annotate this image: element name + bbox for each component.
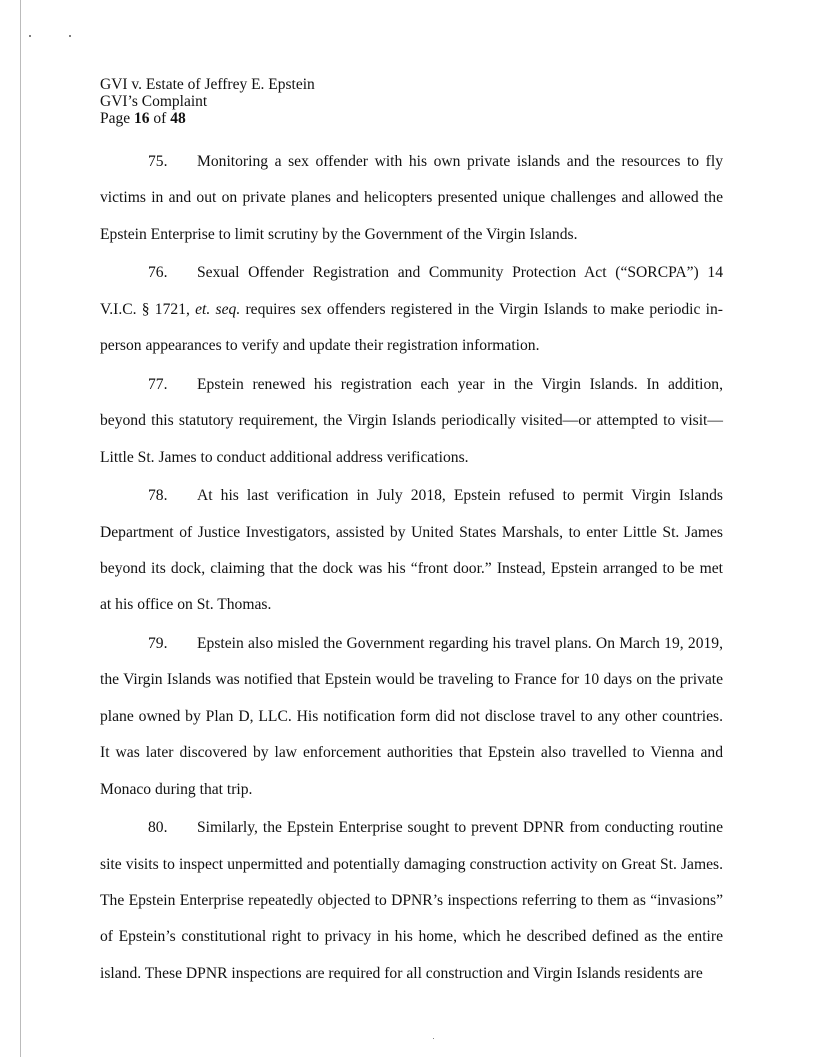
text-run: Similarly, the Epstein Enterprise sought to prevent DPNR from conducting routine [197,819,723,837]
paragraph-line [100,819,723,837]
paragraph-line [100,487,723,505]
paragraph-line [100,524,723,542]
paragraph-line [100,965,723,983]
text-run: Monaco during that trip. [100,780,253,798]
text-run: plane owned by Plan D, LLC. His notification form did not disclose travel to any other countries. [100,707,723,725]
paragraph-text [197,153,723,171]
paragraph-number: 76. [148,264,168,282]
paragraph-line [100,189,723,207]
paragraph-line [100,928,723,946]
page-current: 16 [134,110,150,127]
paragraph-number: 77. [148,375,168,393]
paragraph-line [100,226,723,244]
paragraph-line [100,560,723,578]
paragraph-line [100,153,723,171]
paragraph-text [197,264,723,282]
scan-edge-line [20,0,21,1057]
text-run: Sexual Offender Registration and Community Protection Act (“SORCPA”) 14 [197,264,723,282]
paragraph-line [100,596,723,614]
text-run: Epstein also misled the Government regarding his travel plans. On March 19, 2019, [197,635,723,652]
text-run: requires sex offenders registered in the Virgin Islands to make periodic in- [240,300,723,318]
paragraph-number: 78. [148,487,168,505]
text-run: Monitoring a sex offender with his own private islands and the resources to fly [197,153,723,170]
italic-citation: et. seq. [195,300,241,318]
page-of: of [153,110,167,127]
text-run: site visits to inspect unpermitted and potentially damaging construction activity on Great St. James. [100,855,723,873]
text-run: Epstein Enterprise to limit scrutiny by the Government of the Virgin Islands. [100,225,578,243]
document-header [100,76,315,127]
case-title: GVI v. Estate of Jeffrey E. Epstein [100,76,315,93]
text-run: It was later discovered by law enforcement authorities that Epstein also travelled to Vienna and [100,744,723,762]
paragraph-number: 80. [148,819,168,837]
text-run: of Epstein’s constitutional right to privacy in his home, which he described defined as the entire [100,928,723,946]
text-run: beyond this statutory requirement, the Virgin Islands periodically visited—or attempted to visit— [100,412,723,430]
paragraph-line [100,264,723,282]
paragraph-line [100,412,723,430]
page-total: 48 [170,110,186,127]
paragraph-line [100,708,723,726]
text-run: Epstein renewed his registration each year in the Virgin Islands. In addition, [197,375,723,393]
page-label: Page [100,110,131,127]
paragraph-line [100,449,723,467]
paragraph-line [100,337,723,355]
paragraph-line [100,892,723,910]
paragraph-text [197,487,723,505]
text-run: person appearances to verify and update their registration information. [100,337,540,355]
text-run: the Virgin Islands was notified that Epstein would be traveling to France for 10 days on the private [100,671,723,689]
text-run: victims in and out on private planes and helicopters presented unique challenges and allowed the [100,189,723,207]
paragraph-line [100,301,723,319]
paragraph-line [100,635,723,653]
text-run: The Epstein Enterprise repeatedly objected to DPNR’s inspections referring to them as “invasions” [100,892,723,909]
paragraph-line [100,856,723,874]
paragraph-line [100,671,723,689]
document-title: GVI’s Complaint [100,93,208,110]
scan-speck [29,35,31,37]
paragraph-text [197,376,723,394]
scan-speck [69,35,71,37]
page-number [100,110,315,127]
text-run: At his last verification in July 2018, Epstein refused to permit Virgin Islands [197,487,723,505]
scan-speck [433,1038,434,1039]
text-run: V.I.C. § 1721, [100,300,196,318]
text-run: Department of Justice Investigators, assisted by United States Marshals, to enter Little St. James [100,523,723,541]
paragraph-line [100,376,723,394]
text-run: Little St. James to conduct additional address verifications. [100,448,469,466]
paragraph-number: 75. [148,153,168,170]
text-run: island. These DPNR inspections are required for all construction and Virgin Islands residents are [100,964,703,982]
paragraph-line [100,744,723,762]
paragraph-number: 79. [148,635,168,652]
text-run: beyond its dock, claiming that the dock was his “front door.” Instead, Epstein arranged to be met [100,560,723,577]
paragraph-text [197,635,723,653]
text-run: at his office on St. Thomas. [100,596,272,614]
paragraph-text [197,819,723,837]
paragraph-line [100,781,723,799]
